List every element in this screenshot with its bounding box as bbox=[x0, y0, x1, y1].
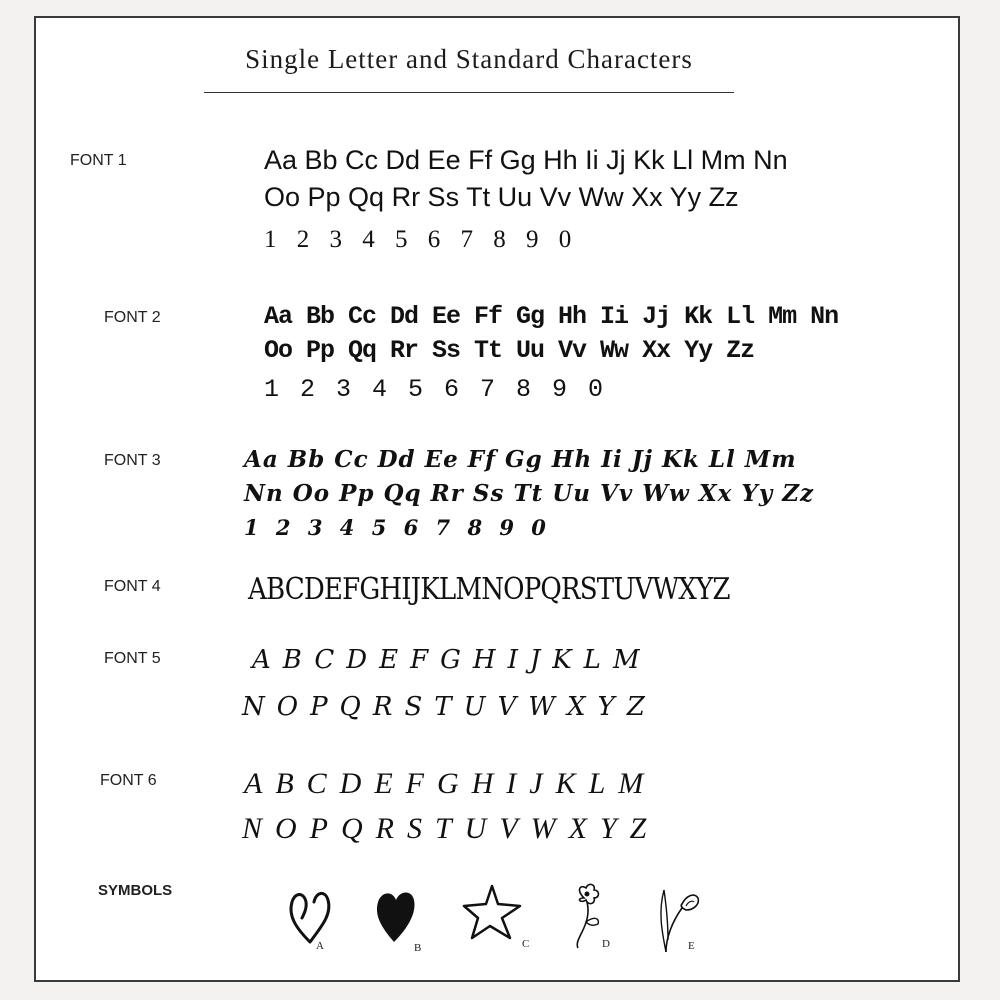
symbols-label: SYMBOLS bbox=[98, 882, 173, 899]
page-title: Single Letter and Standard Characters bbox=[245, 44, 693, 74]
font-4-line-1: ABCDEFGHIJKLMNOPQRSTUVWXYZ bbox=[248, 572, 730, 607]
star-icon bbox=[460, 882, 524, 944]
outline-heart-icon bbox=[282, 884, 342, 948]
symbol-c bbox=[460, 882, 530, 972]
font-1-line-1: Aa Bb Cc Dd Ee Ff Gg Hh Ii Jj Kk Ll Mm Nn bbox=[264, 145, 788, 175]
symbol-b bbox=[372, 886, 442, 976]
symbol-d bbox=[566, 880, 636, 970]
font-3-line-2: Nn Oo Pp Qq Rr Ss Tt Uu Vv Ww Xx Yy Zz bbox=[244, 480, 815, 507]
title-underline bbox=[204, 92, 734, 93]
font-3-line-1: Aa Bb Cc Dd Ee Ff Gg Hh Ii Jj Kk Ll Mm bbox=[244, 446, 797, 473]
font-2-label: FONT 2 bbox=[104, 309, 161, 326]
font-1-numbers: 1 2 3 4 5 6 7 8 9 0 bbox=[264, 226, 579, 253]
symbol-d-letter: D bbox=[602, 938, 610, 950]
symbol-a-letter: A bbox=[316, 940, 324, 952]
font-6-label: FONT 6 bbox=[100, 772, 157, 789]
symbol-b-letter: B bbox=[414, 942, 422, 954]
font-2-line-2: Oo Pp Qq Rr Ss Tt Uu Vv Ww Xx Yy Zz bbox=[264, 336, 755, 365]
font-1-label: FONT 1 bbox=[70, 152, 127, 169]
symbol-e-letter: E bbox=[688, 940, 695, 952]
symbol-c-letter: C bbox=[522, 938, 530, 950]
font-5-line-2: NOPQRSTUVWXYZ bbox=[242, 692, 657, 722]
font-5-label: FONT 5 bbox=[104, 650, 161, 667]
font-3-numbers: 1 2 3 4 5 6 7 8 9 0 bbox=[244, 515, 551, 540]
font-5-line-1: ABCDEFGHIJKLM bbox=[252, 645, 652, 675]
font-3-label: FONT 3 bbox=[104, 452, 161, 469]
font-1-line-2: Oo Pp Qq Rr Ss Tt Uu Vv Ww Xx Yy Zz bbox=[264, 182, 739, 212]
symbol-a bbox=[282, 884, 352, 974]
symbol-e bbox=[652, 882, 722, 972]
font-6-line-2: NOPQRSTUVWXYZ bbox=[242, 812, 660, 845]
font-6-line-1: ABCDEFGHIJKLM bbox=[244, 767, 657, 800]
solid-heart-icon bbox=[372, 886, 432, 948]
font-2-line-1: Aa Bb Cc Dd Ee Ff Gg Hh Ii Jj Kk Ll Mm Nn bbox=[264, 302, 839, 331]
font-2-numbers: 1 2 3 4 5 6 7 8 9 0 bbox=[264, 375, 607, 404]
font-4-label: FONT 4 bbox=[104, 578, 161, 595]
